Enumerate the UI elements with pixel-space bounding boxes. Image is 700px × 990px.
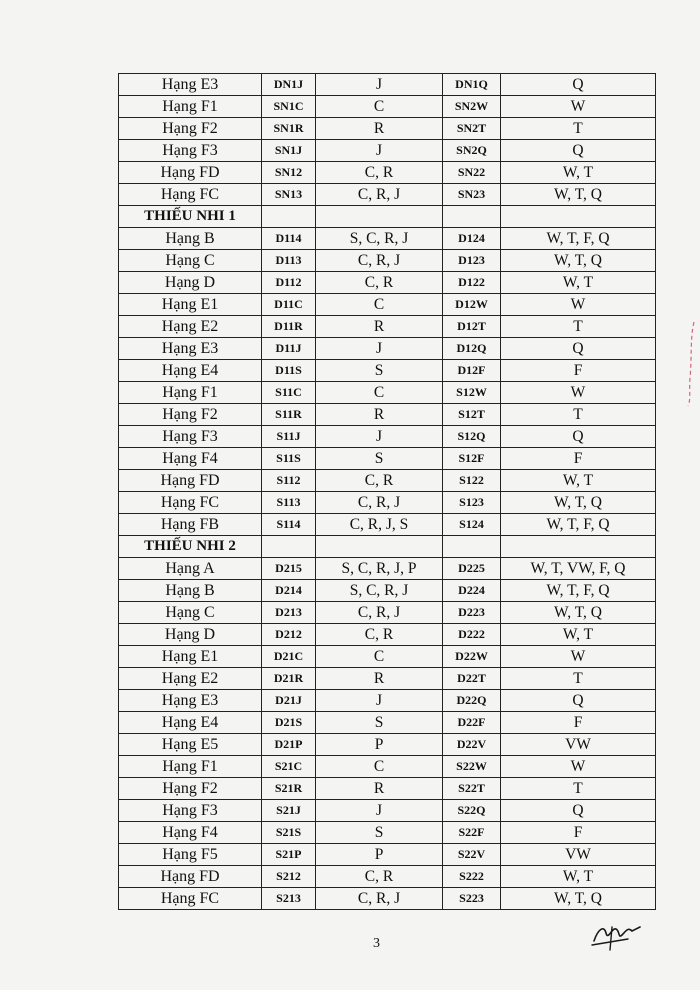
standard-dances-cell: S <box>316 712 443 734</box>
rank-cell: Hạng F3 <box>119 426 262 448</box>
latin-code-cell: D225 <box>443 558 501 580</box>
rank-cell: Hạng B <box>119 580 262 602</box>
latin-dances-cell: W <box>501 382 656 404</box>
standard-dances-cell: J <box>316 74 443 96</box>
standard-dances-cell: C <box>316 96 443 118</box>
section-empty-code2 <box>443 206 501 228</box>
latin-dances-cell: F <box>501 360 656 382</box>
latin-code-cell: S22F <box>443 822 501 844</box>
section-title: THIẾU NHI 2 <box>119 536 262 558</box>
latin-dances-cell: W, T <box>501 162 656 184</box>
standard-code-cell: S21S <box>262 822 316 844</box>
latin-dances-cell: VW <box>501 734 656 756</box>
standard-dances-cell: C, R, J <box>316 888 443 910</box>
rank-cell: Hạng E3 <box>119 74 262 96</box>
latin-code-cell: D123 <box>443 250 501 272</box>
standard-code-cell: D11S <box>262 360 316 382</box>
latin-code-cell: D122 <box>443 272 501 294</box>
standard-code-cell: SN13 <box>262 184 316 206</box>
section-header-row <box>119 206 656 228</box>
latin-code-cell: SN23 <box>443 184 501 206</box>
latin-dances-cell: W <box>501 646 656 668</box>
latin-code-cell: D22Q <box>443 690 501 712</box>
section-empty-list1 <box>316 206 443 228</box>
latin-code-cell: S22Q <box>443 800 501 822</box>
standard-dances-cell: C, R, J, S <box>316 514 443 536</box>
latin-code-cell: S12F <box>443 448 501 470</box>
latin-code-cell: D22V <box>443 734 501 756</box>
standard-dances-cell: C, R, J <box>316 184 443 206</box>
standard-dances-cell: J <box>316 426 443 448</box>
rank-cell: Hạng F1 <box>119 96 262 118</box>
standard-dances-cell: C, R, J <box>316 492 443 514</box>
rank-cell: Hạng F2 <box>119 118 262 140</box>
standard-code-cell: S11J <box>262 426 316 448</box>
rank-cell: Hạng FC <box>119 888 262 910</box>
standard-code-cell: S11S <box>262 448 316 470</box>
rank-cell: Hạng E2 <box>119 668 262 690</box>
standard-dances-cell: P <box>316 734 443 756</box>
rank-cell: Hạng B <box>119 228 262 250</box>
standard-code-cell: D11J <box>262 338 316 360</box>
table-row <box>119 624 656 646</box>
standard-dances-cell: C, R, J <box>316 602 443 624</box>
standard-dances-cell: R <box>316 404 443 426</box>
latin-code-cell: D22F <box>443 712 501 734</box>
latin-code-cell: DN1Q <box>443 74 501 96</box>
latin-code-cell: SN2T <box>443 118 501 140</box>
latin-dances-cell: W <box>501 294 656 316</box>
table-row <box>119 228 656 250</box>
standard-dances-cell: J <box>316 140 443 162</box>
latin-code-cell: D124 <box>443 228 501 250</box>
latin-code-cell: S223 <box>443 888 501 910</box>
table-row <box>119 184 656 206</box>
latin-code-cell: D12Q <box>443 338 501 360</box>
latin-dances-cell: W, T, F, Q <box>501 514 656 536</box>
table-row <box>119 250 656 272</box>
rank-cell: Hạng F3 <box>119 800 262 822</box>
table-row <box>119 822 656 844</box>
table-row <box>119 272 656 294</box>
latin-code-cell: S12W <box>443 382 501 404</box>
standard-code-cell: D11C <box>262 294 316 316</box>
section-title: THIẾU NHI 1 <box>119 206 262 228</box>
rank-cell: Hạng E4 <box>119 360 262 382</box>
standard-dances-cell: C, R <box>316 470 443 492</box>
rank-cell: Hạng F2 <box>119 778 262 800</box>
standard-dances-cell: J <box>316 338 443 360</box>
latin-code-cell: D22W <box>443 646 501 668</box>
table-row <box>119 140 656 162</box>
section-empty-list2 <box>501 536 656 558</box>
standard-code-cell: D21R <box>262 668 316 690</box>
latin-dances-cell: T <box>501 404 656 426</box>
standard-dances-cell: S, C, R, J <box>316 580 443 602</box>
latin-dances-cell: W, T, F, Q <box>501 228 656 250</box>
standard-dances-cell: C, R, J <box>316 250 443 272</box>
table-row <box>119 118 656 140</box>
standard-code-cell: D11R <box>262 316 316 338</box>
latin-code-cell: S22T <box>443 778 501 800</box>
standard-code-cell: S21R <box>262 778 316 800</box>
rank-cell: Hạng D <box>119 624 262 646</box>
latin-code-cell: D22T <box>443 668 501 690</box>
latin-dances-cell: Q <box>501 74 656 96</box>
table-row <box>119 602 656 624</box>
latin-code-cell: S22W <box>443 756 501 778</box>
section-empty-code2 <box>443 536 501 558</box>
table-row <box>119 338 656 360</box>
table-row <box>119 448 656 470</box>
rank-cell: Hạng E3 <box>119 690 262 712</box>
table-row <box>119 888 656 910</box>
standard-code-cell: D21C <box>262 646 316 668</box>
standard-dances-cell: C <box>316 646 443 668</box>
latin-dances-cell: W <box>501 756 656 778</box>
table-row <box>119 74 656 96</box>
latin-code-cell: S124 <box>443 514 501 536</box>
rank-cell: Hạng F1 <box>119 382 262 404</box>
standard-code-cell: D114 <box>262 228 316 250</box>
page-number: 3 <box>373 936 380 951</box>
latin-code-cell: D224 <box>443 580 501 602</box>
rank-cell: Hạng D <box>119 272 262 294</box>
signature-mark <box>588 917 646 953</box>
latin-code-cell: D12F <box>443 360 501 382</box>
standard-dances-cell: C, R <box>316 162 443 184</box>
margin-stamp-mark <box>684 318 698 408</box>
table-row <box>119 360 656 382</box>
rank-cell: Hạng FD <box>119 162 262 184</box>
table-row <box>119 382 656 404</box>
standard-dances-cell: R <box>316 316 443 338</box>
latin-dances-cell: T <box>501 316 656 338</box>
standard-dances-cell: S <box>316 448 443 470</box>
rank-cell: Hạng F4 <box>119 822 262 844</box>
rank-cell: Hạng F2 <box>119 404 262 426</box>
latin-code-cell: SN2W <box>443 96 501 118</box>
latin-dances-cell: W, T, Q <box>501 602 656 624</box>
standard-dances-cell: R <box>316 668 443 690</box>
latin-dances-cell: W, T, Q <box>501 888 656 910</box>
table-row <box>119 294 656 316</box>
table-row <box>119 514 656 536</box>
standard-code-cell: S112 <box>262 470 316 492</box>
latin-dances-cell: F <box>501 448 656 470</box>
standard-code-cell: D21P <box>262 734 316 756</box>
standard-dances-cell: R <box>316 778 443 800</box>
section-empty-code1 <box>262 536 316 558</box>
latin-dances-cell: Q <box>501 690 656 712</box>
standard-code-cell: D214 <box>262 580 316 602</box>
standard-dances-cell: S <box>316 360 443 382</box>
standard-code-cell: D21J <box>262 690 316 712</box>
standard-code-cell: D213 <box>262 602 316 624</box>
table-row <box>119 470 656 492</box>
latin-code-cell: S22V <box>443 844 501 866</box>
latin-dances-cell: W, T <box>501 866 656 888</box>
latin-code-cell: S123 <box>443 492 501 514</box>
rank-cell: Hạng FD <box>119 866 262 888</box>
dance-category-table <box>118 73 656 910</box>
table-row <box>119 800 656 822</box>
rank-cell: Hạng FC <box>119 184 262 206</box>
latin-dances-cell: W, T, Q <box>501 492 656 514</box>
standard-code-cell: S21J <box>262 800 316 822</box>
table-row <box>119 96 656 118</box>
standard-code-cell: S113 <box>262 492 316 514</box>
standard-dances-cell: C <box>316 756 443 778</box>
rank-cell: Hạng FD <box>119 470 262 492</box>
table-body <box>119 74 656 910</box>
table-row <box>119 712 656 734</box>
rank-cell: Hạng FC <box>119 492 262 514</box>
rank-cell: Hạng E1 <box>119 646 262 668</box>
latin-dances-cell: W, T <box>501 470 656 492</box>
standard-code-cell: S21C <box>262 756 316 778</box>
section-empty-list2 <box>501 206 656 228</box>
latin-code-cell: SN2Q <box>443 140 501 162</box>
latin-code-cell: D12W <box>443 294 501 316</box>
latin-code-cell: D12T <box>443 316 501 338</box>
rank-cell: Hạng C <box>119 602 262 624</box>
rank-cell: Hạng F4 <box>119 448 262 470</box>
standard-dances-cell: C <box>316 382 443 404</box>
table-row <box>119 580 656 602</box>
standard-code-cell: SN1R <box>262 118 316 140</box>
standard-dances-cell: C, R <box>316 624 443 646</box>
latin-code-cell: SN22 <box>443 162 501 184</box>
standard-code-cell: D112 <box>262 272 316 294</box>
standard-code-cell: SN1C <box>262 96 316 118</box>
rank-cell: Hạng C <box>119 250 262 272</box>
latin-code-cell: S12Q <box>443 426 501 448</box>
standard-code-cell: S213 <box>262 888 316 910</box>
latin-dances-cell: W, T, Q <box>501 250 656 272</box>
table-row <box>119 668 656 690</box>
latin-dances-cell: W, T, VW, F, Q <box>501 558 656 580</box>
latin-dances-cell: T <box>501 778 656 800</box>
latin-dances-cell: F <box>501 712 656 734</box>
section-empty-list1 <box>316 536 443 558</box>
standard-dances-cell: S, C, R, J <box>316 228 443 250</box>
table-row <box>119 866 656 888</box>
standard-code-cell: D215 <box>262 558 316 580</box>
latin-code-cell: S122 <box>443 470 501 492</box>
standard-dances-cell: C, R <box>316 272 443 294</box>
rank-cell: Hạng E4 <box>119 712 262 734</box>
standard-code-cell: SN1J <box>262 140 316 162</box>
rank-cell: Hạng F3 <box>119 140 262 162</box>
latin-dances-cell: W, T <box>501 624 656 646</box>
table-row <box>119 404 656 426</box>
table-row <box>119 426 656 448</box>
standard-code-cell: D212 <box>262 624 316 646</box>
table-row <box>119 756 656 778</box>
table-row <box>119 646 656 668</box>
section-empty-code1 <box>262 206 316 228</box>
standard-code-cell: S212 <box>262 866 316 888</box>
table-row <box>119 492 656 514</box>
latin-dances-cell: Q <box>501 800 656 822</box>
standard-code-cell: S114 <box>262 514 316 536</box>
latin-code-cell: S12T <box>443 404 501 426</box>
rank-cell: Hạng E1 <box>119 294 262 316</box>
rank-cell: Hạng F5 <box>119 844 262 866</box>
latin-code-cell: D222 <box>443 624 501 646</box>
rank-cell: Hạng A <box>119 558 262 580</box>
standard-dances-cell: S, C, R, J, P <box>316 558 443 580</box>
rank-cell: Hạng E2 <box>119 316 262 338</box>
table-row <box>119 162 656 184</box>
standard-dances-cell: J <box>316 800 443 822</box>
latin-code-cell: S222 <box>443 866 501 888</box>
rank-cell: Hạng E3 <box>119 338 262 360</box>
section-header-row <box>119 536 656 558</box>
latin-code-cell: D223 <box>443 602 501 624</box>
standard-code-cell: S11C <box>262 382 316 404</box>
latin-dances-cell: W, T <box>501 272 656 294</box>
standard-dances-cell: S <box>316 822 443 844</box>
rank-cell: Hạng F1 <box>119 756 262 778</box>
latin-dances-cell: W, T, Q <box>501 184 656 206</box>
rank-cell: Hạng FB <box>119 514 262 536</box>
table-row <box>119 734 656 756</box>
table-row <box>119 558 656 580</box>
standard-code-cell: D21S <box>262 712 316 734</box>
rank-cell: Hạng E5 <box>119 734 262 756</box>
latin-dances-cell: Q <box>501 426 656 448</box>
table-row <box>119 844 656 866</box>
table-row <box>119 316 656 338</box>
standard-dances-cell: C <box>316 294 443 316</box>
latin-dances-cell: W <box>501 96 656 118</box>
standard-dances-cell: P <box>316 844 443 866</box>
standard-code-cell: D113 <box>262 250 316 272</box>
latin-dances-cell: T <box>501 118 656 140</box>
latin-dances-cell: VW <box>501 844 656 866</box>
standard-dances-cell: J <box>316 690 443 712</box>
standard-dances-cell: R <box>316 118 443 140</box>
standard-dances-cell: C, R <box>316 866 443 888</box>
table-row <box>119 690 656 712</box>
standard-code-cell: DN1J <box>262 74 316 96</box>
latin-dances-cell: W, T, F, Q <box>501 580 656 602</box>
standard-code-cell: SN12 <box>262 162 316 184</box>
table-row <box>119 778 656 800</box>
latin-dances-cell: Q <box>501 140 656 162</box>
standard-code-cell: S11R <box>262 404 316 426</box>
standard-code-cell: S21P <box>262 844 316 866</box>
latin-dances-cell: Q <box>501 338 656 360</box>
latin-dances-cell: T <box>501 668 656 690</box>
latin-dances-cell: F <box>501 822 656 844</box>
